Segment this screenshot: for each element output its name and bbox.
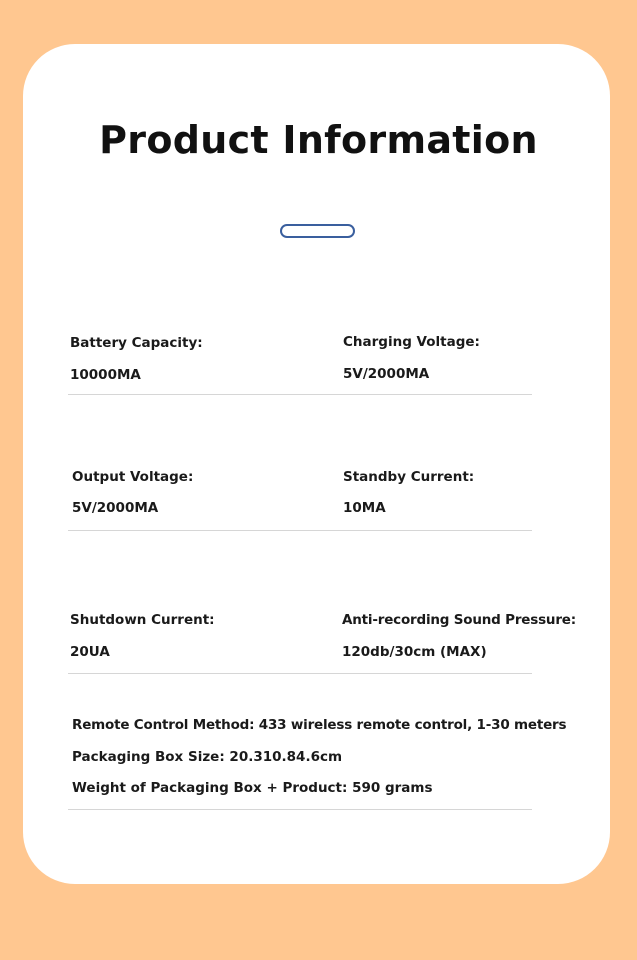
anti-recording-value: 120db/30cm (MAX) xyxy=(342,644,487,660)
output-voltage-value: 5V/2000MA xyxy=(72,500,159,516)
standby-current-value: 10MA xyxy=(343,500,386,516)
divider xyxy=(68,394,532,395)
shutdown-current-label: Shutdown Current: xyxy=(70,612,215,628)
shutdown-current-value: 20UA xyxy=(70,644,110,660)
divider xyxy=(68,673,532,674)
divider xyxy=(68,530,532,531)
battery-capacity-label: Battery Capacity: xyxy=(70,335,203,351)
battery-capacity-value: 10000MA xyxy=(70,367,141,383)
charging-voltage-label: Charging Voltage: xyxy=(343,334,480,350)
remote-control-line: Remote Control Method: 433 wireless remote control, 1-30 meters xyxy=(72,717,567,733)
charging-voltage-value: 5V/2000MA xyxy=(343,366,430,382)
anti-recording-label: Anti-recording Sound Pressure: xyxy=(342,612,576,628)
decorative-pill xyxy=(280,224,355,238)
standby-current-label: Standby Current: xyxy=(343,469,475,485)
divider xyxy=(68,809,532,810)
page-title: Product Information xyxy=(99,118,538,162)
output-voltage-label: Output Voltage: xyxy=(72,469,194,485)
packaging-weight-line: Weight of Packaging Box + Product: 590 grams xyxy=(72,780,433,796)
packaging-size-line: Packaging Box Size: 20.310.84.6cm xyxy=(72,749,343,765)
